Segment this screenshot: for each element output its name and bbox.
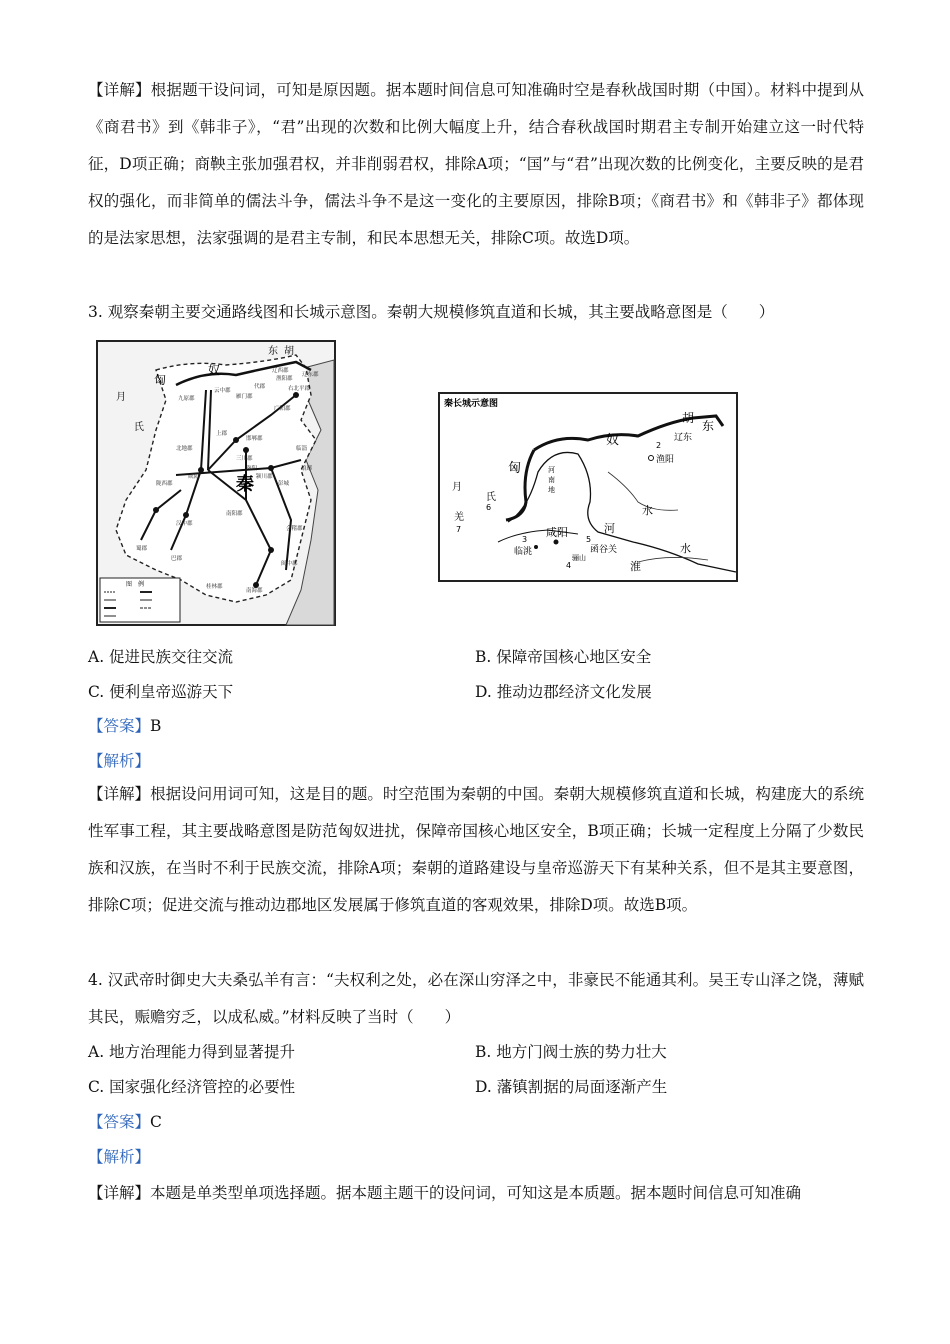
map1-legend-title: 图 例 (126, 581, 145, 588)
q4-option-a: A. 地方治理能力得到显著提升 (88, 1043, 296, 1061)
map2-label: 羌 (454, 512, 464, 523)
q3-detail-paragraph: 【详解】根据设问用词可知，这是目的题。时空范围为秦朝的中国。秦朝大规模修筑直道和长城，构建庞大的系统性军事工程，其主要战略意图是防范匈奴进扰，保障帝国核心地区安全，B项正确；长城一定程度上分隔了少数民族和汉族，在当时不利于民族交流，排除A项；秦朝的道路建设与皇帝巡游天下有某种关系，但不是其主要意图，排除C项；促进交流与推动边郡地区发展属于修筑直道的客观效果，排除D项。故选B项。 (88, 785, 864, 914)
map1-label-qin: 秦 (236, 474, 254, 495)
map1-place: 颍川郡 (256, 474, 273, 480)
map1-label-yue: 月 (116, 392, 126, 403)
answer-value: B (150, 717, 162, 735)
map2-label: 奴 (606, 433, 620, 448)
map1-place: 咸阳 (188, 474, 200, 480)
map1-place: 桂林郡 (206, 584, 223, 590)
map1-place: 三川郡 (236, 456, 253, 462)
map1-place: 九原郡 (178, 396, 195, 402)
map1-place: 洛阳 (246, 466, 258, 472)
q3-option-c: C. 便利皇帝巡游天下 (88, 683, 234, 701)
map2-label: 咸阳 (546, 526, 568, 539)
map1-place: 闽中郡 (281, 561, 298, 567)
map1-place: 临淄 (296, 446, 308, 452)
answer-label: 【答案】 (88, 1113, 151, 1131)
qin-great-wall-map (438, 392, 738, 582)
map1-label-hu: 胡 (284, 346, 294, 357)
map1-place: 辽东郡 (302, 372, 319, 378)
map2-label: 临洮 (514, 547, 533, 557)
q3-analysis-label: 【解析】 (88, 752, 151, 770)
map1-place: 南阳郡 (226, 511, 243, 517)
map1-place: 云中郡 (214, 388, 231, 394)
map2-label: 骊山 (572, 554, 586, 562)
detail-paragraph-q2: 【详解】根据题干设问词，可知是原因题。据本题时间信息可知准确时空是春秋战国时期（中国）。材料中提到从《商君书》到《韩非子》，“君”出现的次数和比例大幅度上升，结合春秋战国时期君主专制开始建立这一时代特征，D项正确；商鞅主张加强君权，并非削弱君权，排除A项；“国”与“君”出现次数的比例变化，主要反映的是君权的强化，而非简单的儒法斗争，儒法斗争不是这一变化的主要原因，排除B项；《商君书》和《韩非子》都体现的是法家思想，法家强调的是君主专制，和民本思想无关，排除C项。故选D项。 (88, 81, 864, 247)
map1-place: 南海郡 (246, 588, 263, 594)
map2-label: 河 (604, 522, 615, 535)
map1-place: 上郡 (216, 431, 228, 437)
map2-number: 7 (456, 525, 462, 534)
map1-place: 广阳郡 (274, 406, 291, 412)
map1-place: 陇西郡 (156, 481, 173, 487)
q3-option-d: D. 推动边郡经济文化发展 (475, 683, 652, 701)
q3-option-b: B. 保障帝国核心地区安全 (475, 648, 652, 666)
map1-label-nu: 奴 (208, 363, 221, 377)
map2-label: 匈 (508, 461, 522, 476)
map2-number: 5 (586, 535, 592, 544)
map1-place: 雁门郡 (236, 394, 253, 400)
answer-value: C (150, 1113, 162, 1131)
map2-label: 淮 (630, 560, 641, 573)
map2-label: 渔阳 (656, 455, 675, 465)
map1-place: 巴郡 (171, 556, 183, 562)
map2-label: 地 (548, 486, 555, 494)
map2-number: 3 (522, 535, 528, 544)
answer-label: 【答案】 (88, 717, 151, 735)
map1-place: 会稽郡 (286, 526, 303, 532)
map2-label: 月 (452, 482, 462, 493)
map2-label: 辽东 (674, 433, 693, 443)
map1-place: 蜀郡 (136, 546, 148, 552)
q4-detail-line: 【详解】本题是单类型单项选择题。据本题主题干的设问词，可知这是本质题。据本题时间信息可知准确 (88, 1184, 802, 1202)
map2-number: 6 (486, 503, 492, 512)
map1-place: 代郡 (254, 384, 266, 390)
map1-label-shi: 氏 (134, 422, 144, 433)
q4-option-c: C. 国家强化经济管控的必要性 (88, 1078, 296, 1096)
map2-label: 水 (642, 504, 653, 517)
map1-place: 辽西郡 (272, 368, 289, 374)
map2-label: 河 (548, 466, 555, 474)
map2-label: 南 (548, 476, 555, 484)
map2-label: 氏 (486, 492, 496, 503)
map1-place: 右北平郡 (288, 386, 311, 392)
map1-place: 北地郡 (176, 446, 193, 452)
map1-place: 彭城 (278, 481, 290, 487)
map2-title: 秦长城示意图 (444, 399, 499, 409)
map2-label: 水 (680, 542, 691, 555)
q3-option-a: A. 促进民族交往交流 (88, 648, 234, 666)
map1-place: 邯郸郡 (246, 436, 263, 442)
map1-label-dong: 东 (268, 346, 278, 357)
map2-number: 2 (656, 441, 662, 450)
q4-analysis-label: 【解析】 (88, 1148, 151, 1166)
q4-option-d: D. 藩镇割据的局面逐渐产生 (475, 1078, 668, 1096)
map1-label-xiong: 匈 (154, 373, 167, 387)
map2-number: 4 (566, 561, 572, 570)
question-3-stem: 3. 观察秦朝主要交通路线图和长城示意图。秦朝大规模修筑直道和长城，其主要战略意图是（ ） (88, 303, 775, 321)
qin-transport-route-map (96, 340, 336, 626)
map1-place: 渔阳郡 (276, 376, 293, 382)
map2-label: 东 (702, 419, 715, 433)
map2-label: 胡 (682, 411, 695, 425)
q4-option-b: B. 地方门阀士族的势力壮大 (475, 1043, 667, 1061)
q4-answer-line (88, 1112, 162, 1132)
map2-label: 函谷关 (590, 545, 618, 555)
map1-place: 琅琊 (301, 466, 313, 472)
q3-answer-line (88, 716, 161, 736)
question-4-stem: 4. 汉武帝时御史大夫桑弘羊有言：“夫权利之处，必在深山穷泽之中，非豪民不能通其利。吴王专山泽之饶，薄赋其民，赈赡穷乏，以成私威。”材料反映了当时（ ） (88, 971, 864, 1026)
map1-place: 汉中郡 (176, 521, 193, 527)
